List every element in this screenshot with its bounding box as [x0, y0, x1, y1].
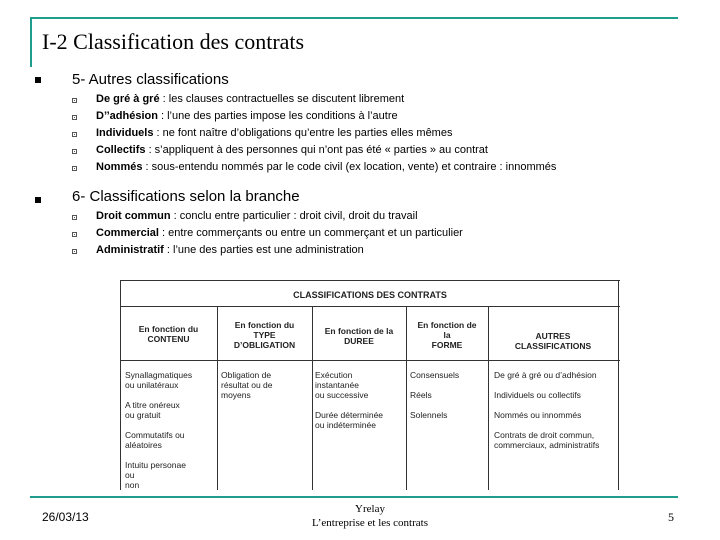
section-bullet [35, 197, 41, 203]
list-item [96, 161, 556, 173]
diagram-line [120, 280, 620, 281]
diagram-line [120, 280, 121, 490]
column-header-duree: En fonction de la DUREE [324, 326, 394, 346]
section-heading-6: 6- Classifications selon la branche [72, 188, 300, 205]
diagram-line [120, 306, 620, 307]
item-term: De gré à gré [96, 93, 160, 105]
classification-diagram [120, 280, 620, 490]
column-header-forme: En fonction de la FORME [417, 320, 477, 350]
item-term: Collectifs [96, 144, 146, 156]
list-item [96, 93, 404, 105]
sub-bullet [72, 249, 77, 254]
section-heading-5: 5- Autres classifications [72, 71, 229, 88]
item-term: D’’adhésion [96, 110, 158, 122]
item-term: Commercial [96, 227, 159, 239]
sub-bullet [72, 166, 77, 171]
diagram-cell: Durée déterminée ou indéterminée [315, 410, 384, 430]
item-text: : conclu entre particulier : droit civil, droit du travail [170, 210, 418, 222]
diagram-cell: Individuels ou collectifs [494, 390, 581, 400]
title-frame-top [30, 17, 678, 19]
footer-divider [30, 496, 678, 498]
item-term: Administratif [96, 244, 164, 256]
item-text: : ne font naître d’obligations qu’entre les parties elles mêmes [153, 127, 453, 139]
item-text: : l’une des parties est une administration [163, 244, 364, 256]
item-text: : entre commerçants ou entre un commerçant et un particulier [158, 227, 463, 239]
footer-author: Yrelay [355, 503, 385, 515]
footer-subtitle: L’entreprise et les contrats [312, 517, 428, 529]
column-header-contenu: En fonction du CONTENU [138, 324, 199, 344]
diagram-cell: De gré à gré ou d’adhésion [494, 370, 597, 380]
item-term: Droit commun [96, 210, 171, 222]
sub-bullet [72, 115, 77, 120]
item-term: Individuels [96, 127, 154, 139]
diagram-cell: Consensuels [410, 370, 460, 380]
slide-title: I-2 Classification des contrats [42, 29, 305, 54]
item-text: : les clauses contractuelles se discutent librement [159, 93, 405, 105]
column-header-obligation: En fonction du TYPE D’OBLIGATION [233, 320, 296, 350]
item-text: : s’appliquent à des personnes qui n’ont pas été « parties » au contrat [145, 144, 488, 156]
diagram-line [618, 280, 619, 490]
sub-bullet [72, 232, 77, 237]
section-bullet [35, 77, 41, 83]
diagram-cell: Intuitu personae ou non [125, 460, 186, 490]
list-item [96, 127, 452, 139]
footer-center [300, 502, 440, 530]
footer-date: 26/03/13 [42, 510, 89, 524]
diagram-cell: Obligation de résultat ou de moyens [221, 370, 273, 400]
page-number: 5 [668, 510, 674, 524]
list-item [96, 210, 418, 222]
list-item [96, 144, 488, 156]
diagram-cell: Exécution instantanée ou successive [315, 370, 369, 400]
diagram-cell: A titre onéreux ou gratuit [125, 400, 180, 420]
diagram-title: CLASSIFICATIONS DES CONTRATS [293, 290, 447, 300]
title-frame-left [30, 17, 32, 67]
list-item [96, 110, 398, 122]
item-text: : sous-entendu nommés par le code civil (ex location, vente) et contraire : innommés [142, 161, 557, 173]
diagram-cell: Réels [410, 390, 432, 400]
diagram-cell: Nommés ou innommés [494, 410, 582, 420]
sub-bullet [72, 98, 77, 103]
item-term: Nommés [96, 161, 143, 173]
list-item [96, 227, 463, 239]
diagram-cell: Solennels [410, 410, 448, 420]
diagram-line [120, 360, 620, 361]
diagram-cell: Synallagmatiques ou unilatéraux [125, 370, 193, 390]
sub-bullet [72, 149, 77, 154]
sub-bullet [72, 132, 77, 137]
diagram-cell: Contrats de droit commun, commerciaux, administratifs [494, 430, 600, 450]
item-text: : l’une des parties impose les conditions à l’autre [157, 110, 398, 122]
list-item [96, 244, 364, 256]
column-header-autres: AUTRES CLASSIFICATIONS [514, 331, 592, 351]
diagram-cell: Commutatifs ou aléatoires [125, 430, 185, 450]
sub-bullet [72, 215, 77, 220]
